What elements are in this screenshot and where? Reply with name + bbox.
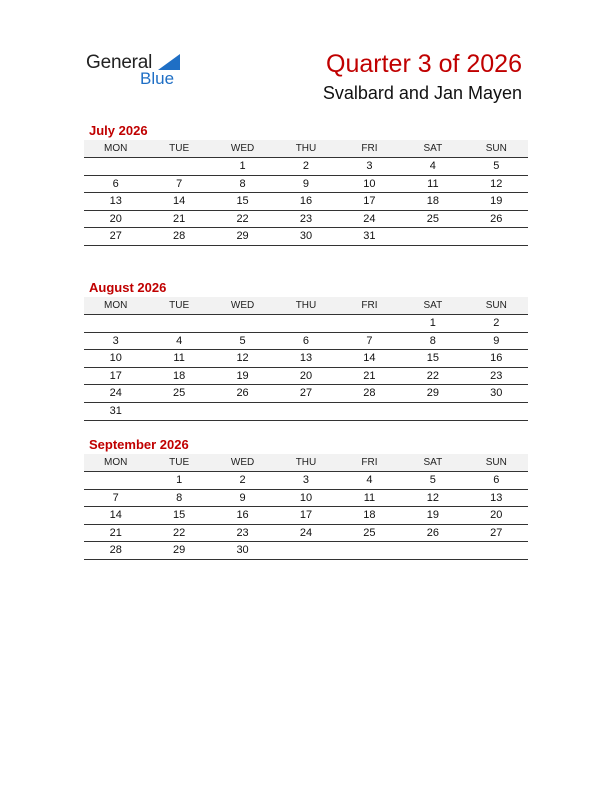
day-cell [465,542,528,559]
logo-text-general: General [86,52,153,73]
weekday-label: SUN [485,300,507,311]
day-cell: 23 [490,369,503,382]
day-cell: 9 [302,177,310,190]
day-cell: 24 [363,212,376,225]
day-cell: 13 [490,491,503,504]
day-cell [84,158,147,175]
day-cell [147,403,210,420]
weekday-label: MON [104,143,128,154]
day-cell: 8 [239,177,246,190]
weekday-label: SUN [485,143,507,154]
month-title: July 2026 [89,123,148,138]
day-cell: 26 [426,526,439,539]
day-cell: 17 [363,195,376,208]
day-cell [465,403,528,420]
day-cell: 2 [239,474,246,486]
day-cell: 13 [109,195,122,208]
day-cell: 23 [299,212,313,225]
weekday-label: THU [295,143,317,154]
day-cell [465,228,528,245]
day-cell: 24 [109,387,122,400]
day-cell: 4 [429,160,436,172]
day-cell: 6 [302,334,310,347]
day-cell: 3 [366,160,373,172]
day-cell: 21 [109,526,122,539]
day-cell: 1 [429,317,436,329]
day-cell: 28 [109,544,122,557]
day-cell: 3 [302,474,310,486]
week-row [84,350,528,368]
week-row [84,507,528,525]
day-cell: 7 [176,177,183,190]
week-row [84,490,528,508]
weekday-label: WED [230,457,255,468]
day-cell: 9 [493,334,500,347]
weekday-label: FRI [361,143,378,154]
weekday-label: MON [104,457,128,468]
day-cell: 12 [490,177,503,190]
logo-text-blue: Blue [140,69,175,88]
day-cell: 5 [239,334,246,347]
day-cell: 19 [490,195,503,208]
day-cell: 20 [490,509,503,522]
week-row [84,176,528,194]
day-cell: 26 [236,387,249,400]
day-cell: 7 [366,334,373,347]
weekday-label: FRI [361,457,378,468]
day-cell: 13 [299,352,313,365]
day-cell: 23 [236,526,249,539]
day-cell [211,315,274,332]
day-cell: 27 [109,230,122,243]
day-cell: 14 [173,195,186,208]
week-row [84,193,528,211]
week-row [84,315,528,333]
day-cell: 3 [112,334,119,347]
weekday-label: MON [104,300,128,311]
day-cell: 21 [363,369,376,382]
week-row [84,158,528,176]
weekday-label: THU [295,300,317,311]
day-cell: 30 [236,544,249,557]
day-cell: 30 [490,387,503,400]
day-cell [274,315,337,332]
day-cell: 1 [239,160,246,172]
generalblue-logo [86,50,196,90]
day-cell [338,542,401,559]
day-cell: 15 [426,352,439,365]
day-cell [274,403,337,420]
day-cell: 8 [176,491,183,504]
day-cell: 28 [363,387,376,400]
day-cell: 19 [236,369,249,382]
day-cell: 19 [426,509,439,522]
day-cell: 29 [426,387,439,400]
day-cell [274,542,337,559]
week-row [84,228,528,246]
weekday-label: FRI [361,300,378,311]
weekday-label: WED [230,300,255,311]
day-cell: 28 [173,230,186,243]
day-cell: 17 [109,369,122,382]
weekday-label: TUE [169,300,190,311]
day-cell: 14 [109,509,122,522]
day-cell: 22 [426,369,439,382]
day-cell: 8 [429,334,436,347]
day-cell: 6 [112,177,119,190]
month-title: August 2026 [89,280,167,295]
day-cell: 25 [363,526,376,539]
day-cell: 4 [176,334,183,347]
day-cell [147,315,210,332]
day-cell: 11 [427,177,439,190]
day-cell: 29 [236,230,249,243]
week-row [84,211,528,229]
day-cell [401,403,464,420]
day-cell: 2 [302,160,310,172]
day-cell: 31 [109,404,122,417]
day-cell [211,403,274,420]
day-cell [84,315,147,332]
day-cell: 18 [363,509,376,522]
month-calendar-august [84,279,528,421]
day-cell: 31 [363,230,376,243]
day-cell: 20 [299,369,313,382]
week-row [84,385,528,403]
day-cell [401,228,464,245]
day-cell: 9 [239,491,246,504]
day-cell: 30 [299,230,313,243]
day-cell [338,315,401,332]
page-title: Quarter 3 of 2026 [326,50,522,78]
day-cell [338,403,401,420]
week-row [84,472,528,490]
day-cell: 12 [426,491,439,504]
day-cell: 12 [236,352,249,365]
week-row [84,333,528,351]
weekday-label: TUE [169,143,190,154]
day-cell: 10 [109,352,122,365]
day-cell [84,472,147,489]
day-cell: 25 [426,212,439,225]
day-cell [147,158,210,175]
day-cell: 18 [173,369,186,382]
day-cell: 5 [429,474,436,486]
page-subtitle: Svalbard and Jan Mayen [322,83,522,103]
day-cell: 16 [490,352,503,365]
day-cell: 29 [173,544,186,557]
weekday-label: WED [230,143,255,154]
day-cell: 27 [299,387,313,400]
day-cell: 6 [493,474,500,486]
week-row [84,525,528,543]
day-cell: 14 [363,352,376,365]
day-cell: 15 [173,509,186,522]
day-cell: 16 [299,195,313,208]
weekday-label: TUE [169,457,190,468]
day-cell [401,542,464,559]
month-calendar-september [84,436,528,560]
weekday-label: THU [295,457,317,468]
week-row [84,403,528,421]
day-cell: 5 [493,160,500,172]
weekday-label: SAT [423,143,443,154]
weekday-header-row [84,297,528,315]
week-row [84,368,528,386]
day-cell: 26 [490,212,503,225]
logo-triangle-icon [158,54,180,70]
month-title: September 2026 [89,437,189,452]
day-cell: 2 [493,317,500,329]
day-cell: 22 [173,526,186,539]
day-cell: 21 [173,212,186,225]
weekday-label: SAT [423,457,443,468]
day-cell: 27 [490,526,503,539]
weekday-label: SUN [485,457,507,468]
day-cell: 24 [299,526,313,539]
day-cell: 10 [299,491,313,504]
day-cell: 1 [176,474,183,486]
day-cell: 18 [426,195,439,208]
week-row [84,542,528,560]
day-cell: 10 [363,177,376,190]
day-cell: 16 [236,509,249,522]
day-cell: 11 [173,352,185,365]
day-cell: 15 [236,195,249,208]
day-cell: 22 [236,212,249,225]
day-cell: 7 [112,491,119,504]
day-cell: 4 [366,474,373,486]
day-cell: 11 [363,491,376,504]
weekday-header-row [84,140,528,158]
day-cell: 20 [109,212,122,225]
month-calendar-july [84,122,528,246]
day-cell: 17 [299,509,313,522]
weekday-header-row [84,454,528,472]
day-cell: 25 [173,387,186,400]
weekday-label: SAT [423,300,443,311]
